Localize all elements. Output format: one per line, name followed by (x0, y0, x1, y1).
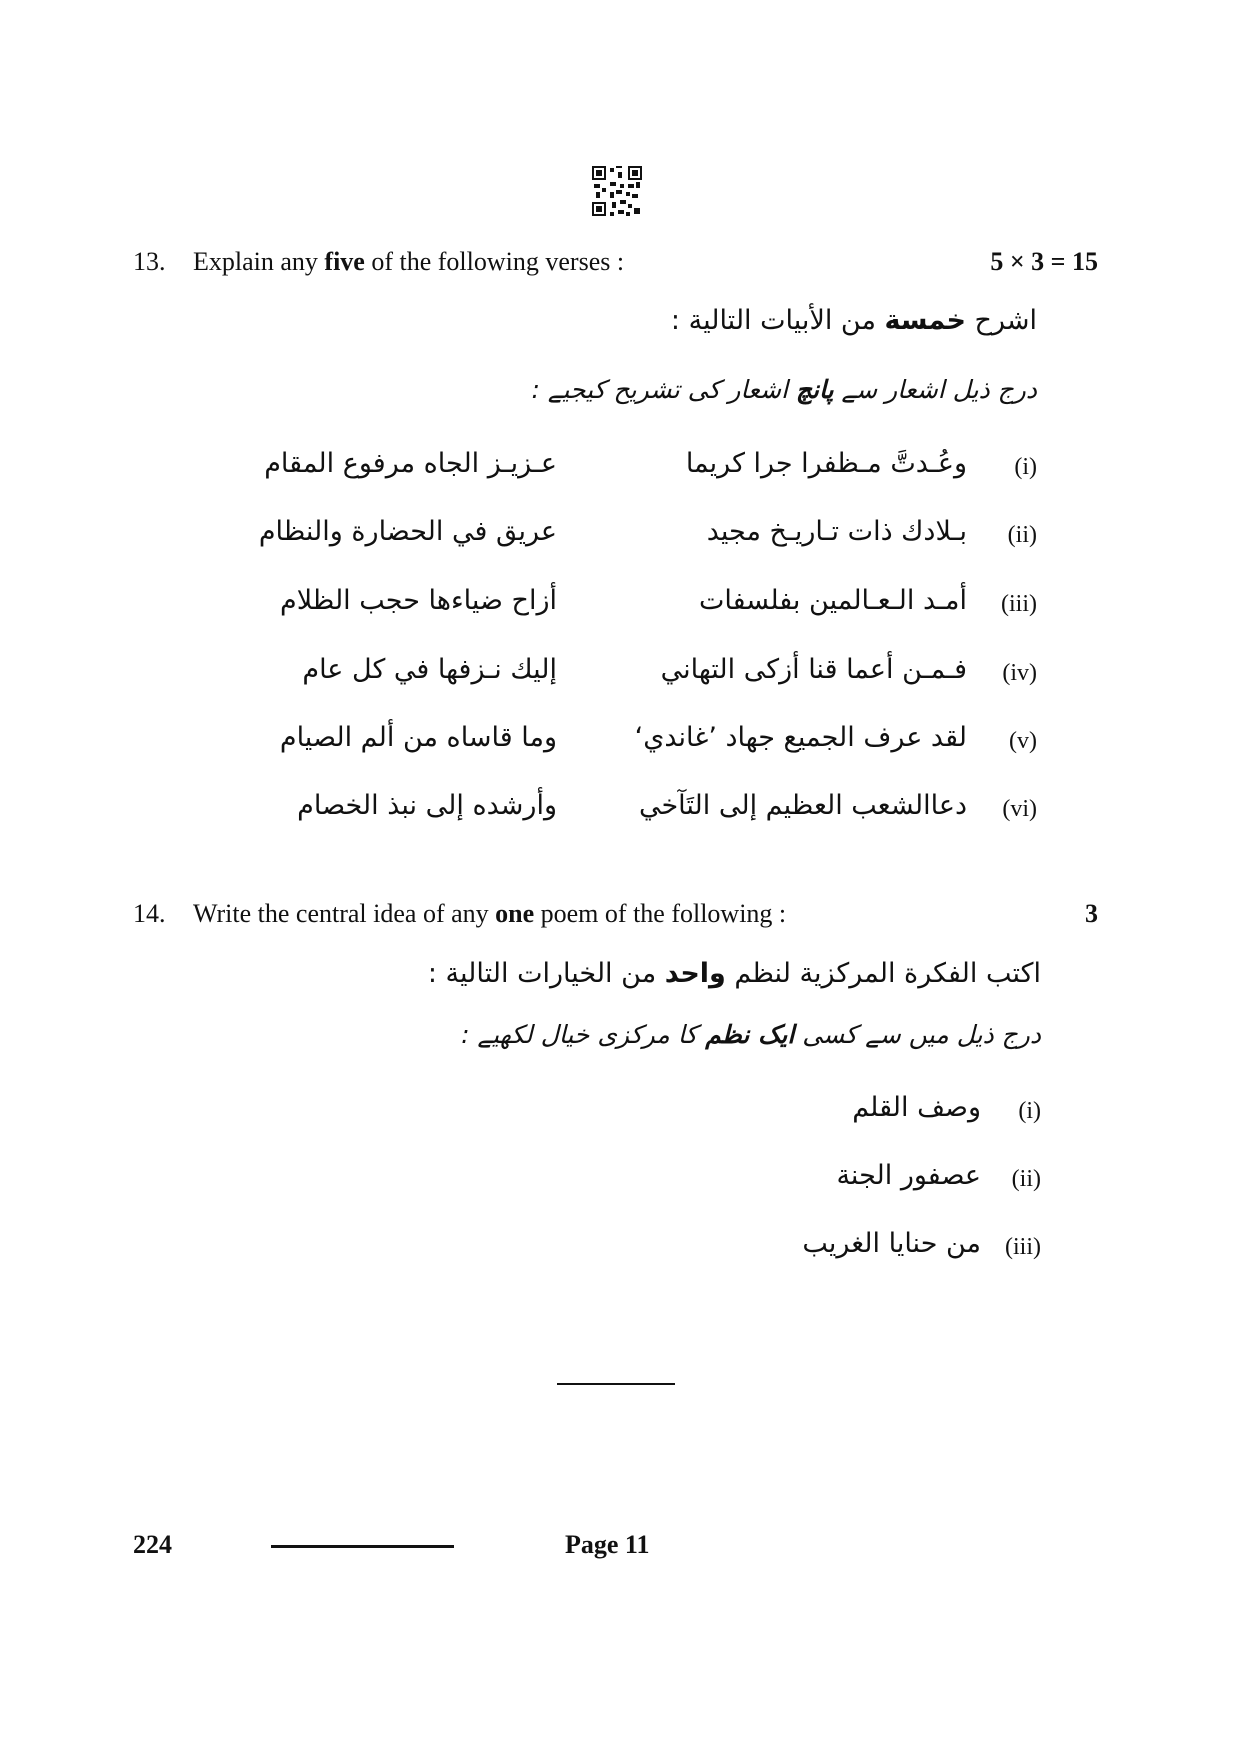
verse-second-hemistich: أزاح ضياءها حجب الظلام (279, 585, 557, 616)
verse-first-hemistich: فـمـن أعما قنا أزكى التهاني (660, 654, 967, 685)
verse-label: (ii) (1007, 522, 1037, 548)
verse-first-hemistich: أمـد الـعـالمين بفلسفات (698, 585, 967, 616)
q14-text: Write the central idea of any one poem of the following : (193, 899, 787, 928)
poem-option (641, 1092, 1041, 1136)
qr-code-image (592, 166, 642, 216)
option-label: (iii) (1005, 1234, 1041, 1260)
q14-marks: 3 (1085, 899, 1098, 928)
verse-label: (vi) (1002, 796, 1037, 822)
verse-label: (i) (1014, 454, 1037, 480)
option-label: (ii) (1011, 1166, 1041, 1192)
footer-rule (271, 1545, 454, 1548)
verse-row (237, 790, 1037, 834)
option-text: من حنايا الغريب (802, 1228, 981, 1259)
verse-second-hemistich: عـزيـز الجاه مرفوع المقام (264, 448, 557, 479)
verse-first-hemistich: وعُـدتَّ مـظفرا جرا كريما (685, 448, 967, 479)
q14-urdu-instruction: درج ذیل میں سے کسی ایک نظم کا مرکزی خیال لکھیے : (461, 1020, 1041, 1049)
footer-code: 224 (133, 1530, 172, 1559)
q13-arabic-instruction: اشرح خمسة من الأبيات التالية : (670, 305, 1037, 336)
verse-second-hemistich: وما قاساه من ألم الصيام (279, 722, 557, 753)
poem-option (641, 1228, 1041, 1272)
q14-number: 14. (133, 899, 166, 928)
footer-page-number: Page 11 (565, 1530, 650, 1559)
verse-row (237, 448, 1037, 492)
verse-row (237, 585, 1037, 629)
section-end-rule (557, 1383, 675, 1385)
q14-arabic-instruction: اكتب الفكرة المركزية لنظم واحد من الخيارات التالية : (427, 958, 1041, 989)
option-text: وصف القلم (852, 1092, 981, 1123)
verse-second-hemistich: وأرشده إلى نبذ الخصام (297, 790, 557, 821)
verse-row (237, 722, 1037, 766)
q13-marks: 5 × 3 = 15 (990, 247, 1098, 276)
q13-text: Explain any five of the following verses : (193, 247, 625, 276)
option-text: عصفور الجنة (836, 1160, 981, 1191)
option-label: (i) (1018, 1098, 1041, 1124)
verse-first-hemistich: بـلادك ذات تـاريـخ مجيد (706, 516, 967, 547)
q13-number: 13. (133, 247, 166, 276)
verse-second-hemistich: عريق في الحضارة والنظام (258, 516, 557, 547)
verse-second-hemistich: إليك نـزفها في كل عام (302, 654, 557, 685)
poem-option (641, 1160, 1041, 1204)
verse-label: (iii) (1001, 591, 1037, 617)
verse-first-hemistich: لقد عرف الجميع جهاد ’غاندي‘ (634, 722, 967, 753)
verse-label: (v) (1009, 728, 1037, 754)
verse-row (237, 516, 1037, 560)
verse-label: (iv) (1002, 660, 1037, 686)
verse-row (237, 654, 1037, 698)
q13-urdu-instruction: درج ذیل اشعار سے پانچ اشعار کی تشریح کیجیے : (531, 375, 1037, 404)
verse-first-hemistich: دعاالشعب العظيم إلى التَآخي (638, 790, 967, 821)
